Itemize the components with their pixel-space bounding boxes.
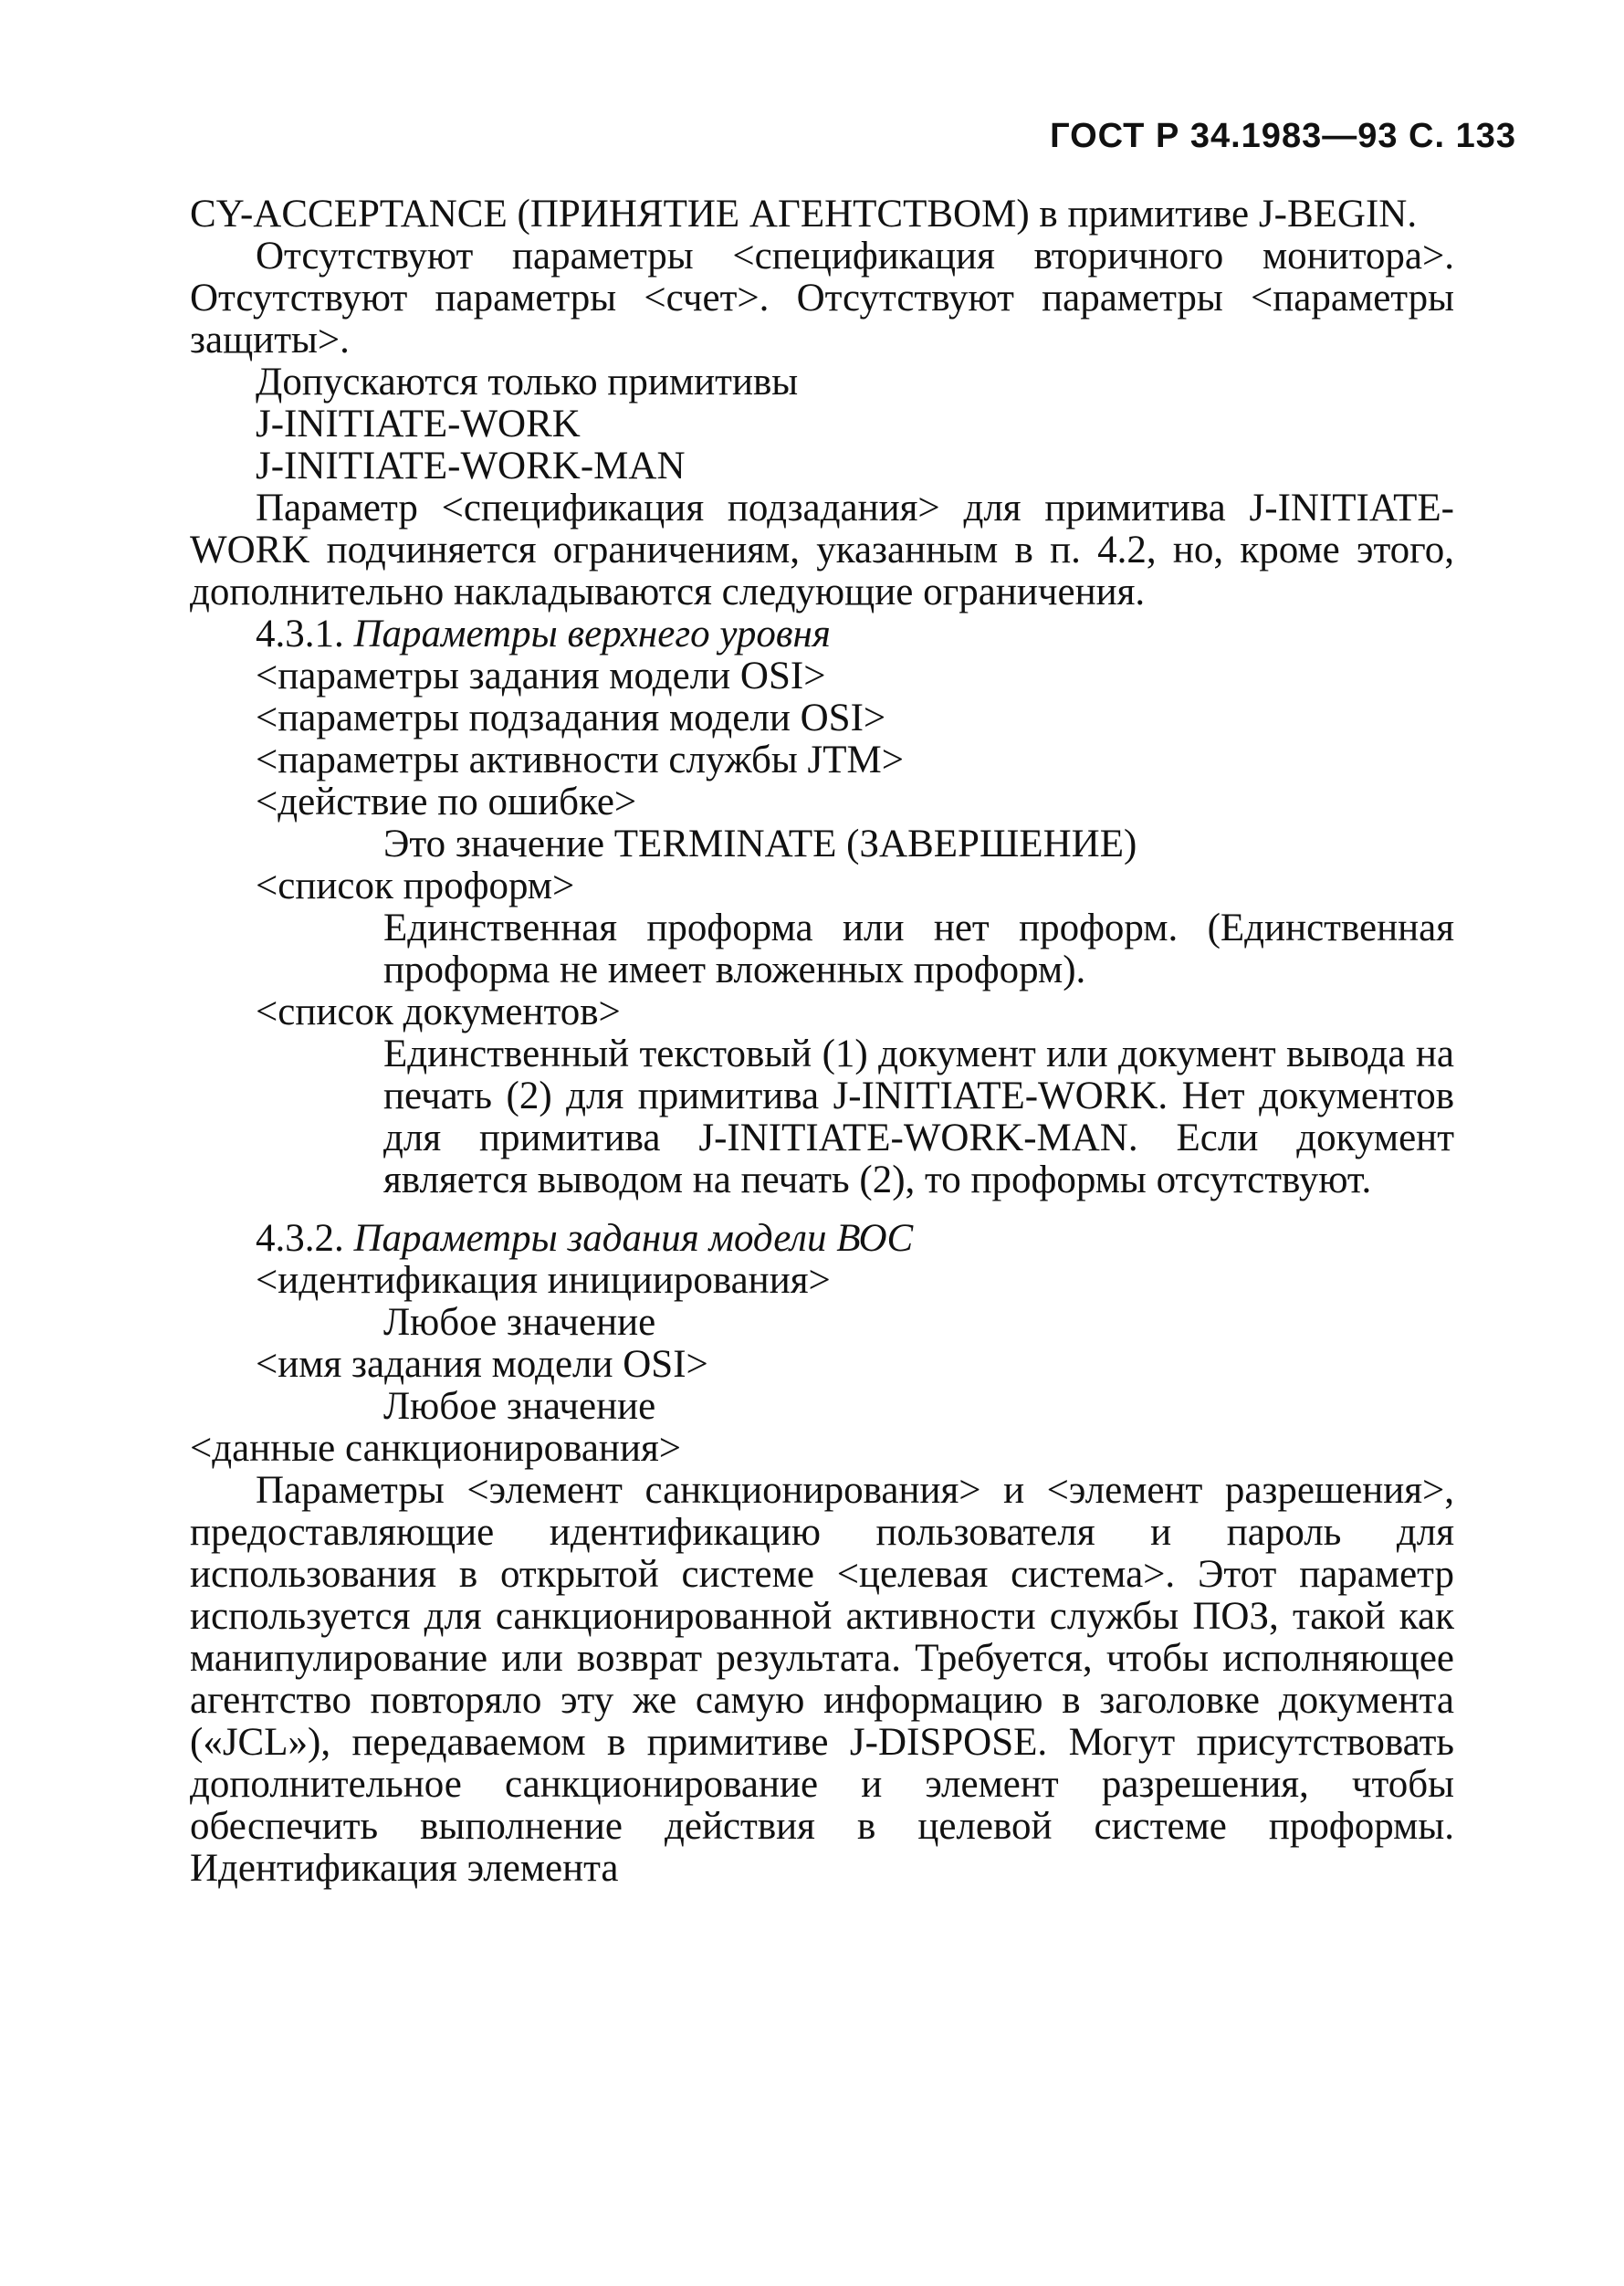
section-4-3-1-number: 4.3.1. [256, 613, 344, 655]
param-error-action-value: Это значение TERMINATE (ЗАВЕРШЕНИЕ) [383, 823, 1137, 865]
section-4-3-2-title: Параметры задания модели ВОС [353, 1217, 914, 1260]
param-proforma-list-value: Единственная проформа или нет проформ. (Единственная проформа не имеет вложенных проформ). [383, 907, 1454, 991]
param-document-list-value: Единственный текстовый (1) документ или документ вывода на печать (2) для примитива J-INITIATE-WORK. Нет документов для примитива J-INITIATE-WORK-MAN. Если документ является выводом на печать (2), то проформы отсутствуют. [383, 1033, 1454, 1201]
param-proforma-list: <список проформ> [256, 865, 575, 907]
param-authorization-data: <данные санкционирования> [190, 1427, 681, 1470]
section-4-3-2-number: 4.3.2. [256, 1217, 344, 1260]
param-jtm-activity: <параметры активности службы JTM> [256, 739, 905, 781]
section-4-3-1-title: Параметры верхнего уровня [353, 613, 831, 655]
param-osi-task: <параметры задания модели OSI> [256, 655, 826, 697]
param-initiation-id-value: Любое значение [383, 1301, 656, 1344]
authorization-paragraph: Параметры <элемент санкционирования> и <элемент разрешения>, предоставляющие идентификацию пользователя и пароль для использования в открытой системе <целевая система>. Этот параметр используется для санкционированной активности службы ПОЗ, такой как манипулирование или возврат результата. Требуется, чтобы исполняющее агентство повторяло эту же самую информацию в заголовке документа («JCL»), передаваемом в примитиве J-DISPOSE. Могут присутствовать дополнительное санкционирование и элемент разрешения, чтобы обеспечить выполнение действия в целевой системе проформы. Идентификация элемента [190, 1469, 1454, 1890]
section-4-3-2-heading [190, 1218, 1454, 1260]
subtask-parameter-paragraph: Параметр <спецификация подзадания> для примитива J-INITIATE-WORK подчиняется ограничениям, указанным в п. 4.2, но, кроме этого, дополнительно накладываются следующие ограничения. [190, 487, 1454, 613]
param-error-action: <действие по ошибке> [256, 781, 637, 823]
param-document-list: <список документов> [256, 991, 621, 1033]
running-head: ГОСТ Р 34.1983—93 С. 133 [1050, 117, 1516, 155]
param-osi-task-name-value: Любое значение [383, 1385, 656, 1428]
section-4-3-1-heading [190, 613, 1454, 655]
param-osi-subtask: <параметры подзадания модели OSI> [256, 697, 886, 739]
intro-paragraph: CY-ACCEPTANCE (ПРИНЯТИЕ АГЕНТСТВОМ) в примитиве J-BEGIN. [190, 193, 1418, 236]
section-gap [190, 1201, 1454, 1218]
param-initiation-id: <идентификация инициирования> [256, 1259, 831, 1302]
param-osi-task-name: <имя задания модели OSI> [256, 1343, 708, 1386]
page-body [190, 194, 1454, 1890]
primitive-initiate-work: J-INITIATE-WORK [256, 403, 581, 446]
absent-parameters-paragraph: Отсутствуют параметры <спецификация вторичного монитора>. Отсутствуют параметры <счет>. Отсутствуют параметры <параметры защиты>. [190, 235, 1454, 362]
allowed-primitives-intro: Допускаются только примитивы [256, 361, 799, 404]
primitive-initiate-work-man: J-INITIATE-WORK-MAN [256, 445, 686, 488]
